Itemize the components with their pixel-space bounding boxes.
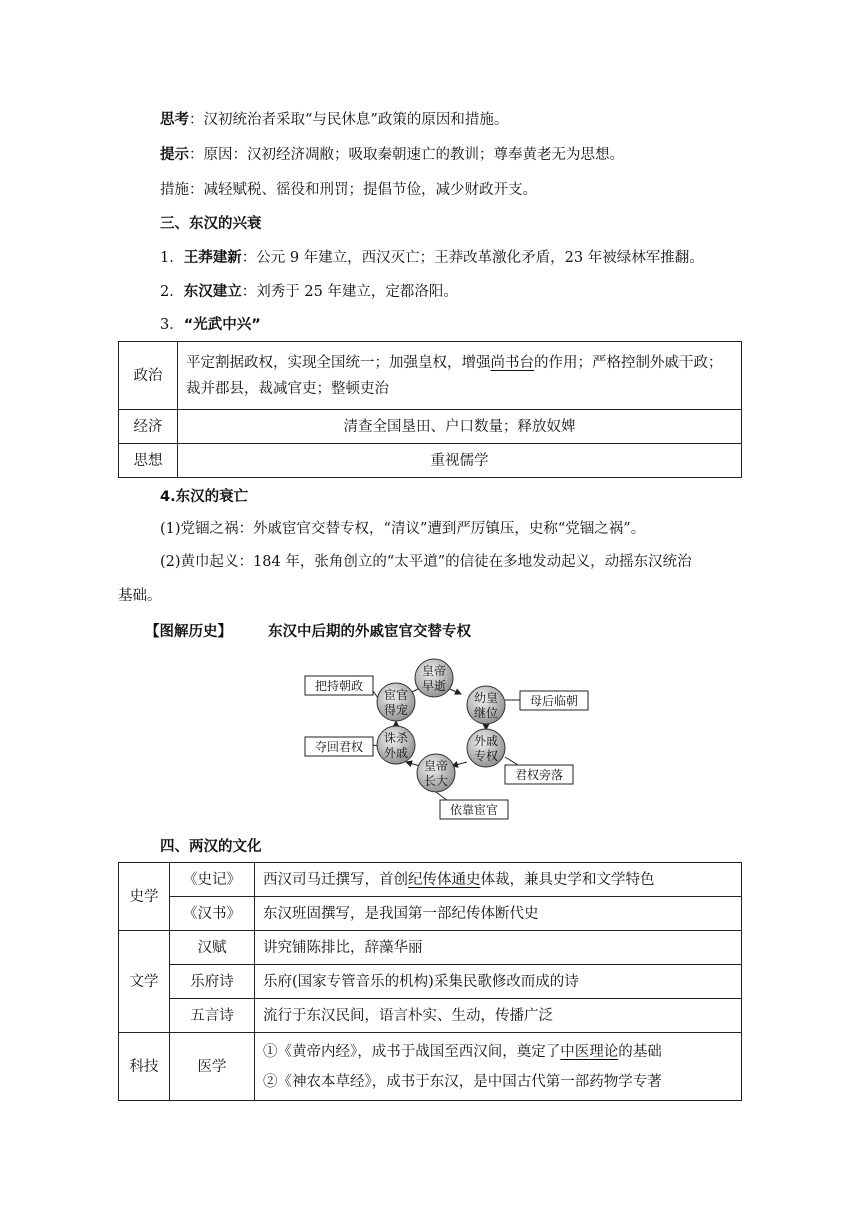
diagram-title-left: 【图解历史】 bbox=[145, 624, 232, 640]
item1-label: 王莽建新 bbox=[183, 250, 242, 266]
item4-2-text-a: (2)黄巾起义：184 年，张角创立的“太平道”的信徒在多地发动起义，动摇东汉统治 bbox=[160, 554, 692, 570]
item2-line bbox=[160, 281, 458, 303]
hanshu-desc: 东汉班固撰写，是我国第一部纪传体断代史 bbox=[255, 897, 742, 931]
table-row bbox=[119, 897, 742, 931]
label-text: 夺回君权 bbox=[314, 740, 364, 754]
table-row bbox=[119, 342, 742, 410]
node-text: 早逝 bbox=[421, 679, 447, 693]
node-text: 得宠 bbox=[383, 703, 409, 717]
politics-text-a: 平定割据政权，实现全国统一；加强皇权，增强 bbox=[186, 354, 491, 371]
node-text: 宦官 bbox=[383, 688, 409, 702]
side-labels bbox=[305, 676, 588, 819]
think-colon: ： bbox=[189, 112, 204, 128]
item4-2-text-b: 基础。 bbox=[118, 588, 162, 604]
item4-title: 4.东汉的衰亡 bbox=[160, 489, 249, 505]
label-text: 把持朝政 bbox=[314, 679, 364, 693]
hanfu-label: 汉赋 bbox=[170, 931, 255, 965]
hanfu-desc: 讲究铺陈排比，辞藻华丽 bbox=[255, 931, 742, 965]
table-row bbox=[119, 999, 742, 1033]
cycle-node bbox=[377, 683, 415, 721]
thought-label: 思想 bbox=[119, 444, 178, 478]
med1-text-a: ①《黄帝内经》，成书于战国至西汉间，奠定了 bbox=[263, 1043, 561, 1060]
hint-line bbox=[160, 144, 624, 166]
node-text: 继位 bbox=[473, 706, 499, 720]
node-text: 外戚 bbox=[383, 746, 409, 760]
shiji-desc bbox=[255, 863, 742, 897]
table-row bbox=[119, 410, 742, 444]
diagram-title-right: 东汉中后期的外戚宦官交替专权 bbox=[268, 624, 471, 640]
think-text: 汉初统治者采取“与民休息”政策的原因和措施。 bbox=[203, 112, 509, 128]
item1-num: 1． bbox=[160, 250, 184, 266]
label-box bbox=[520, 691, 588, 710]
cycle-node bbox=[467, 729, 505, 767]
item3-label: “光武中兴” bbox=[183, 317, 261, 333]
label-box bbox=[305, 737, 373, 756]
item2-num: 2． bbox=[160, 284, 184, 300]
section4-title: 四、两汉的文化 bbox=[160, 839, 262, 855]
economy-label: 经济 bbox=[119, 410, 178, 444]
item2-colon: ： bbox=[241, 284, 257, 300]
item2-label: 东汉建立 bbox=[183, 284, 242, 300]
table-row bbox=[119, 965, 742, 999]
hint-colon: ： bbox=[189, 147, 204, 163]
hanshu-label: 《汉书》 bbox=[170, 897, 255, 931]
item1-line bbox=[160, 247, 704, 269]
item1-text: 公元 9 年建立，西汉灭亡；王莽改革激化矛盾，23 年被绿林军推翻。 bbox=[256, 250, 704, 266]
think-label: 思考 bbox=[160, 112, 189, 128]
node-text: 皇帝 bbox=[421, 664, 447, 678]
node-text: 诛杀 bbox=[383, 731, 409, 745]
node-text: 长大 bbox=[423, 774, 449, 788]
culture-table bbox=[118, 862, 742, 1101]
shiji-text-b: 体裁，兼具史学和文学特色 bbox=[480, 871, 655, 888]
economy-text: 清查全国垦田、户口数量；释放奴婢 bbox=[178, 410, 742, 444]
section3-title: 三、东汉的兴衰 bbox=[160, 216, 262, 232]
table-row bbox=[119, 1033, 742, 1101]
power-cycle-diagram bbox=[300, 658, 590, 820]
label-box bbox=[305, 676, 373, 695]
wuyan-desc: 流行于东汉民间，语言朴实、生动，传播广泛 bbox=[255, 999, 742, 1033]
medicine-label: 医学 bbox=[170, 1033, 255, 1101]
science-label: 科技 bbox=[119, 1033, 170, 1101]
label-box bbox=[505, 765, 573, 784]
hint-text: 原因：汉初经济凋敝；吸取秦朝速亡的教训；尊奉黄老无为思想。 bbox=[203, 147, 624, 163]
cycle-node bbox=[467, 686, 505, 724]
hint-label: 提示 bbox=[160, 147, 189, 163]
node-text: 皇帝 bbox=[423, 759, 449, 773]
med2-text: ②《神农本草经》，成书于东汉，是中国古代第一部药物学专著 bbox=[263, 1073, 662, 1090]
med1-underline: 中医理论 bbox=[560, 1043, 619, 1060]
item2-text: 刘秀于 25 年建立，定都洛阳。 bbox=[256, 284, 458, 300]
think-line bbox=[160, 109, 508, 131]
yuefu-desc: 乐府(国家专管音乐的机构)采集民歌修改而成的诗 bbox=[255, 965, 742, 999]
wuyan-label: 五言诗 bbox=[170, 999, 255, 1033]
medicine-desc bbox=[255, 1033, 742, 1101]
label-text: 母后临朝 bbox=[529, 694, 579, 708]
item1-colon: ： bbox=[241, 250, 257, 266]
node-text: 外戚 bbox=[473, 734, 499, 748]
literature-label: 文学 bbox=[119, 931, 170, 1033]
politics-cell bbox=[178, 342, 742, 410]
item3-line bbox=[160, 314, 261, 336]
history-label: 史学 bbox=[119, 863, 170, 931]
measures-text: 措施：减轻赋税、徭役和刑罚；提倡节俭，减少财政开支。 bbox=[160, 182, 537, 198]
table-row bbox=[119, 863, 742, 897]
revival-table bbox=[118, 341, 742, 478]
politics-text-b: 的作用；严格控制外戚干政； bbox=[534, 354, 723, 371]
cycle-node bbox=[377, 726, 415, 764]
node-text: 专权 bbox=[473, 749, 499, 763]
politics-text-c: 裁并郡县，裁减官吏；整顿吏治 bbox=[186, 380, 389, 397]
table-row bbox=[119, 444, 742, 478]
med1-text-b: 的基础 bbox=[618, 1043, 662, 1060]
yuefu-label: 乐府诗 bbox=[170, 965, 255, 999]
cycle-node bbox=[417, 754, 455, 792]
table-row bbox=[119, 931, 742, 965]
politics-label: 政治 bbox=[119, 342, 178, 410]
shiji-underline: 纪传体通史 bbox=[408, 871, 481, 888]
thought-text: 重视儒学 bbox=[178, 444, 742, 478]
shiji-text-a: 西汉司马迁撰写，首创 bbox=[263, 871, 408, 888]
label-box bbox=[440, 800, 508, 819]
politics-underline: 尚书台 bbox=[490, 354, 534, 371]
label-text: 君权旁落 bbox=[514, 768, 564, 782]
item3-num: 3． bbox=[160, 317, 184, 333]
shiji-label: 《史记》 bbox=[170, 863, 255, 897]
cycle-node bbox=[415, 659, 453, 697]
label-text: 依靠宦官 bbox=[449, 803, 499, 817]
node-text: 幼皇 bbox=[473, 691, 499, 705]
item4-1-text: (1)党锢之祸：外戚宦官交替专权，“清议”遭到严厉镇压，史称“党锢之祸”。 bbox=[160, 521, 646, 537]
